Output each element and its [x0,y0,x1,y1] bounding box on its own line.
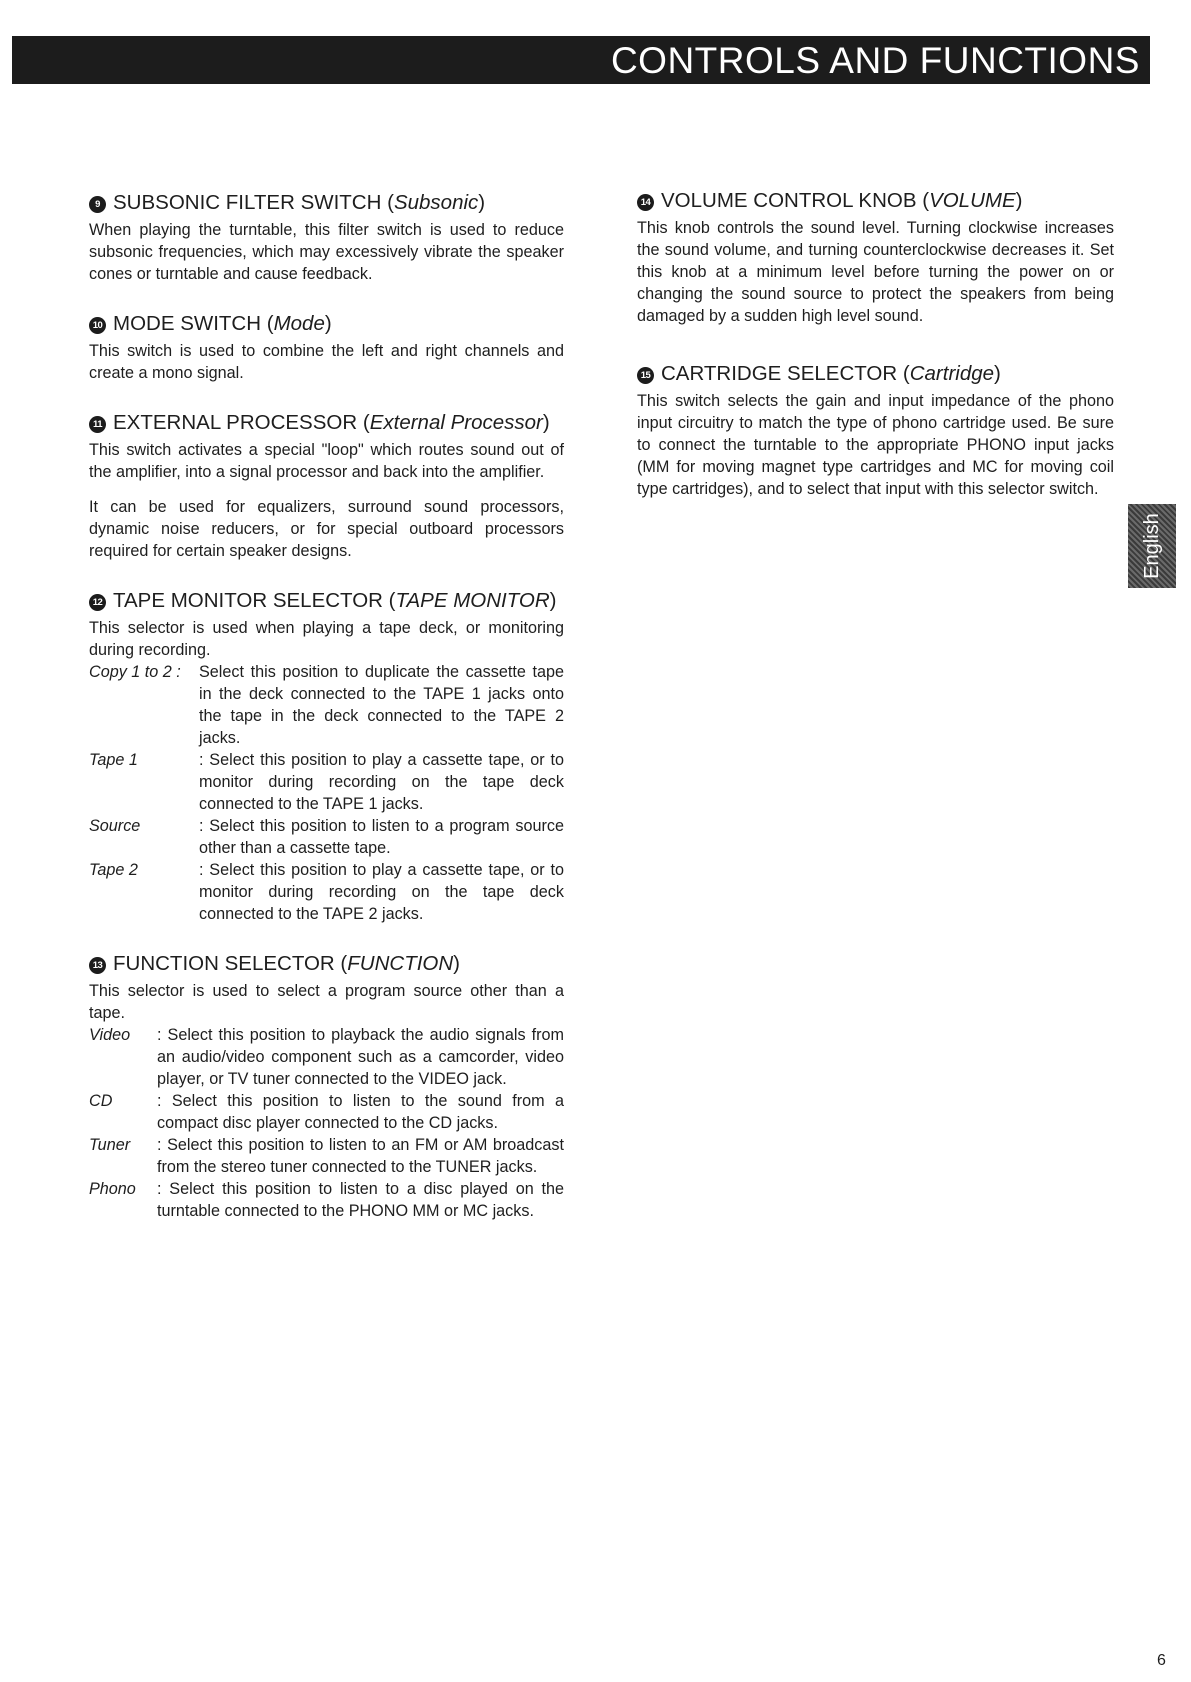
section-mode-switch [89,311,564,384]
section-title: EXTERNAL PROCESSOR [113,411,358,434]
section-heading: 15 CARTRIDGE SELECTOR (Cartridge) [637,361,1114,387]
option-name: Copy 1 to 2 : [89,663,181,681]
option-list [89,661,564,925]
page-number: 6 [1157,1652,1166,1669]
section-body: This switch activates a special "loop" which routes sound out of the amplifier, into a signal processor and back into the amplifier. [89,441,564,481]
panel-label: FUNCTION [347,952,454,975]
option-name: Tuner [89,1136,131,1154]
section-title: FUNCTION SELECTOR [113,952,335,975]
section-heading: 10 MODE SWITCH (Mode) [89,311,564,337]
list-item [89,859,564,925]
section-body: When playing the turntable, this filter switch is used to reduce subsonic frequencies, which may excessively vibrate the speaker cones or turntable and cause feedback. [89,221,564,283]
option-name: Tape 1 [89,751,138,769]
section-title: CARTRIDGE SELECTOR [661,362,898,385]
section-body: This knob controls the sound level. Turning clockwise increases the sound volume, and turning counterclockwise decreases it. Set this knob at a minimum level before turning the power on or changing the sound source to protect the speakers from being damaged by a sudden high level sound. [637,219,1114,325]
right-column [637,188,1114,526]
section-external-processor [89,410,564,562]
section-heading: 9 SUBSONIC FILTER SWITCH (Subsonic) [89,190,564,216]
section-number-badge: 10 [89,317,106,334]
option-name: CD [89,1092,113,1110]
page-title: CONTROLS AND FUNCTIONS [610,40,1140,81]
section-body: This switch selects the gain and input impedance of the phono input circuitry to match the type of phono cartridge used. Be sure to connect the turntable to the appropriate PHONO input jacks (MM for moving magnet type cartridges and MC for moving coil type cartridges), and to select that input with this selector switch. [637,392,1114,498]
section-number-badge: 11 [89,416,106,433]
option-description: : Select this position to listen to a disc played on the turntable connected to the PHONO MM or MC jacks. [157,1180,564,1220]
option-description: Select this position to duplicate the cassette tape in the deck connected to the TAPE 1 jacks onto the tape in the deck connected to the TAPE 2 jacks. [199,663,564,747]
list-item [89,1024,564,1090]
section-title: VOLUME CONTROL KNOB [661,189,917,212]
option-name: Phono [89,1180,136,1198]
header-bar [12,36,1150,84]
list-item [89,661,564,749]
section-function-selector [89,951,564,1222]
section-body: This selector is used to select a program source other than a tape. [89,982,564,1022]
language-tab [1128,504,1176,588]
section-body: This selector is used when playing a tape deck, or monitoring during recording. [89,619,564,659]
option-description: : Select this position to listen to a program source other than a cassette tape. [199,817,564,857]
left-column [89,190,564,1248]
panel-label: Mode [273,312,325,335]
section-title: SUBSONIC FILTER SWITCH [113,191,382,214]
section-body: This switch is used to combine the left and right channels and create a mono signal. [89,342,564,382]
section-tape-monitor [89,588,564,925]
list-item [89,749,564,815]
panel-label: Cartridge [909,362,995,385]
section-heading: 13 FUNCTION SELECTOR (FUNCTION) [89,951,564,977]
option-name: Source [89,817,141,835]
section-number-badge: 15 [637,367,654,384]
section-heading: 11 EXTERNAL PROCESSOR (External Processor) [89,410,564,436]
option-description: : Select this position to listen to an FM or AM broadcast from the stereo tuner connected to the TUNER jacks. [157,1136,564,1176]
panel-label: TAPE MONITOR [395,589,550,612]
list-item [89,815,564,859]
section-title: MODE SWITCH [113,312,262,335]
section-number-badge: 9 [89,196,106,213]
panel-label: External Processor [369,411,543,434]
option-name: Video [89,1026,131,1044]
section-title: TAPE MONITOR SELECTOR [113,589,383,612]
section-number-badge: 13 [89,957,106,974]
section-subsonic-filter [89,190,564,285]
language-tab-label: English [1141,513,1163,579]
list-item [89,1178,564,1222]
section-cartridge-selector [637,361,1114,500]
list-item [89,1090,564,1134]
option-list [89,1024,564,1222]
section-number-badge: 12 [89,594,106,611]
panel-label: Subsonic [393,191,479,214]
option-description: : Select this position to listen to the sound from a compact disc player connected to the CD jacks. [157,1092,564,1132]
section-body-continued: It can be used for equalizers, surround sound processors, dynamic noise reducers, or for special outboard processors required for certain speaker designs. [89,498,564,560]
list-item [89,1134,564,1178]
section-heading: 12 TAPE MONITOR SELECTOR (TAPE MONITOR) [89,588,564,614]
option-description: : Select this position to play a cassette tape, or to monitor during recording on the tape deck connected to the TAPE 1 jacks. [199,751,564,813]
option-description: : Select this position to play a cassette tape, or to monitor during recording on the tape deck connected to the TAPE 2 jacks. [199,861,564,923]
section-number-badge: 14 [637,194,654,211]
section-volume-control [637,188,1114,327]
option-description: : Select this position to playback the audio signals from an audio/video component such as a camcorder, video player, or TV tuner connected to the VIDEO jack. [157,1026,564,1088]
panel-label: VOLUME [929,189,1016,212]
option-name: Tape 2 [89,861,138,879]
section-heading: 14 VOLUME CONTROL KNOB (VOLUME) [637,188,1114,214]
